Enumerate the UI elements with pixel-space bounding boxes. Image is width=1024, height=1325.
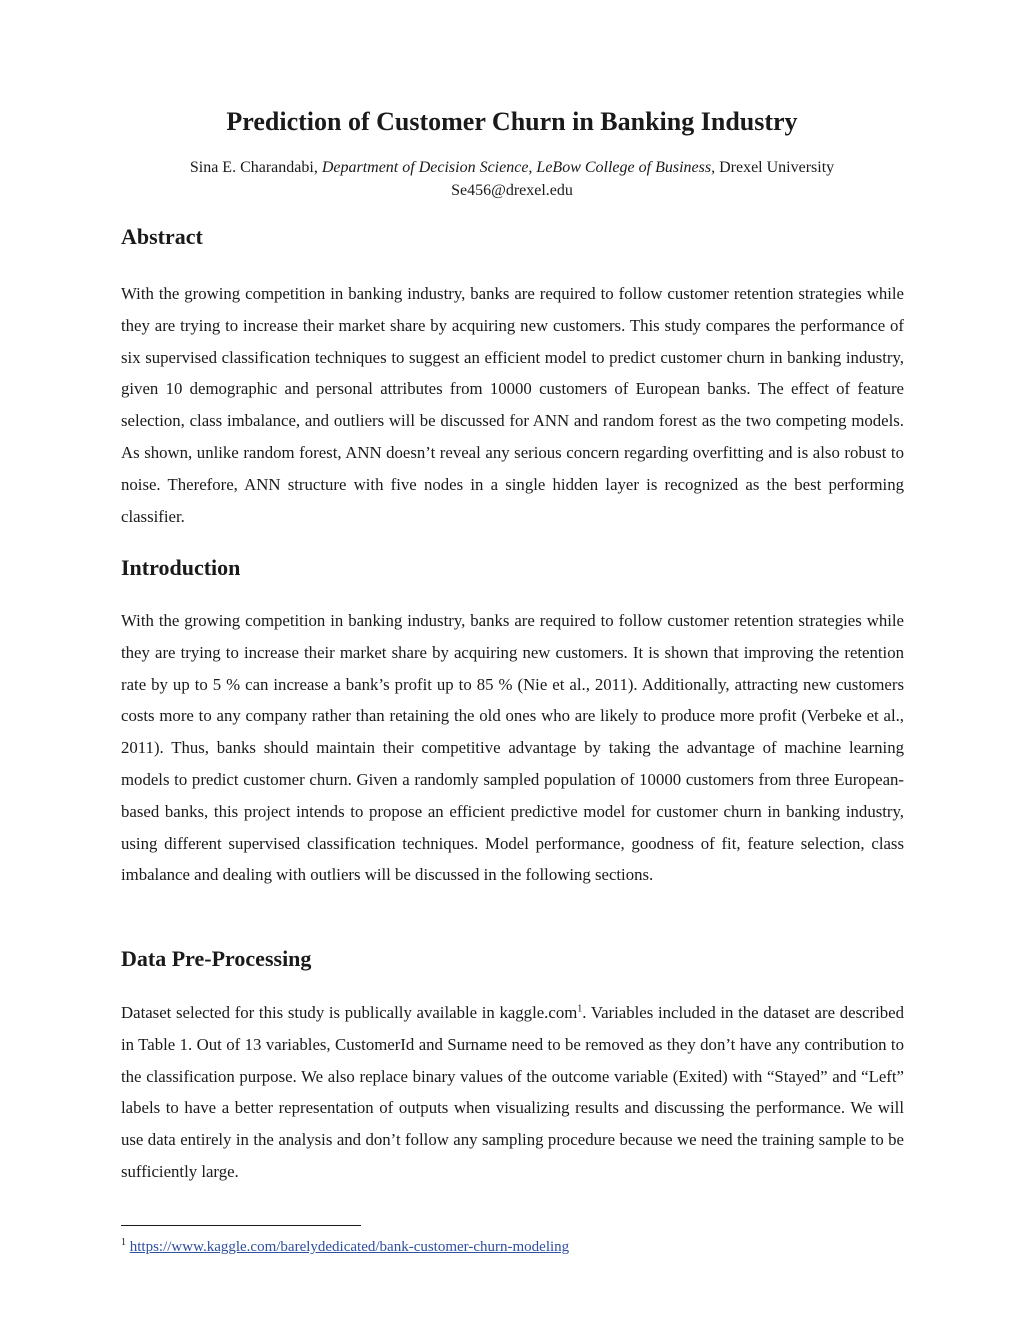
preprocessing-heading: Data Pre-Processing xyxy=(121,946,312,971)
paper-title: Prediction of Customer Churn in Banking Industry xyxy=(226,107,798,136)
introduction-body xyxy=(121,605,904,891)
abstract-text: With the growing competition in banking industry, banks are required to follow customer retention strategies while they are trying to increase their market share by acquiring new customers. This study compares the performance of six supervised classification techniques to suggest an efficient model to predict customer churn in banking industry, given 10 demographic and personal attributes from 10000 customers of European banks. The effect of feature selection, class imbalance, and outliers will be discussed for ANN and random forest as the two competing models. As shown, unlike random forest, ANN doesn’t reveal any serious concern regarding overfitting and is also robust to noise. Therefore, ANN structure with five nodes in a single hidden layer is recognized as the best performing classifier. xyxy=(121,284,904,526)
abstract-heading: Abstract xyxy=(121,224,203,249)
footnote-marker: 1 xyxy=(121,1237,126,1248)
author-email: Se456@drexel.edu xyxy=(451,182,573,199)
abstract-body xyxy=(121,278,904,532)
author-line xyxy=(0,157,1024,179)
introduction-heading: Introduction xyxy=(121,555,241,580)
introduction-text: With the growing competition in banking industry, banks are required to follow customer retention strategies while they are trying to increase their market share by acquiring new customers. It is shown that improving the retention rate by up to 5 % can increase a bank’s profit up to 85 % (Nie et al., 2011). Additionally, attracting new customers costs more to any company rather than retaining the old ones who are likely to produce more profit (Verbeke et al., 2011). Thus, banks should maintain their competitive advantage by taking the advantage of machine learning models to predict customer churn. Given a randomly sampled population of 10000 customers from three European-based banks, this project intends to propose an efficient predictive model for customer churn in banking industry, using different supervised classification techniques. Model performance, goodness of fit, feature selection, class imbalance and dealing with outliers will be discussed in the following sections. xyxy=(121,611,904,885)
author-department: Department of Decision Science, LeBow College of Business xyxy=(321,159,712,176)
preprocessing-text-start: Dataset selected for this study is publically available in kaggle.com xyxy=(121,1003,578,1022)
author-university: , Drexel University xyxy=(711,159,835,176)
footnote-divider xyxy=(121,1225,361,1226)
footnote-reference: 1 xyxy=(577,1003,583,1015)
footnote-link[interactable]: https://www.kaggle.com/barelydedicated/bank-customer-churn-modeling xyxy=(129,1239,570,1255)
footnote xyxy=(121,1236,569,1258)
preprocessing-paragraph xyxy=(121,997,904,1188)
preprocessing-body xyxy=(121,997,904,1188)
author-name: Sina E. Charandabi, xyxy=(189,159,318,176)
preprocessing-text-end: . Variables included in the dataset are described in Table 1. Out of 13 variables, CustomerId and Surname need to be removed as they don’t have any contribution to the classification purpose. We also replace binary values of the outcome variable (Exited) with “Stayed” and “Left” labels to have a better representation of outputs when visualizing results and discussing the performance. We will use data entirely in the analysis and don’t follow any sampling procedure because we need the training sample to be sufficiently large. xyxy=(121,1003,904,1181)
